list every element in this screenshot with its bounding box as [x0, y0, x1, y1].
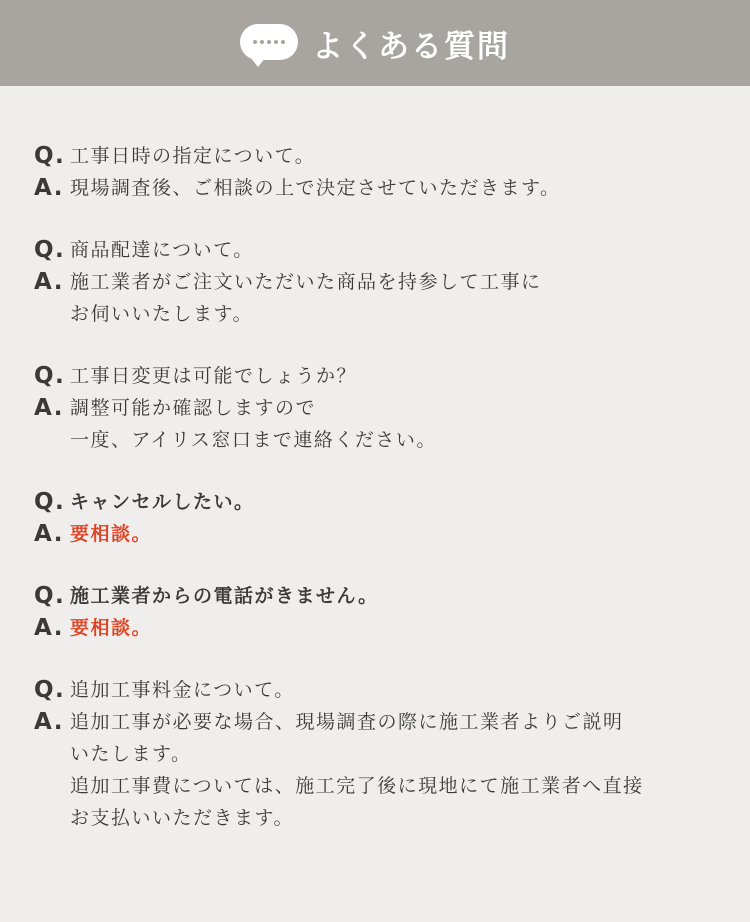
- answer-text: お伺いいたします。: [70, 303, 253, 325]
- answer-text: いたします。: [70, 743, 192, 765]
- q-mark: Q.: [34, 143, 66, 169]
- a-mark: A.: [34, 615, 64, 641]
- q-mark: Q.: [34, 237, 66, 263]
- a-mark: A.: [34, 395, 64, 421]
- faq-item: [34, 360, 750, 456]
- question: [34, 234, 750, 266]
- question-text: 追加工事料金について。: [70, 679, 295, 701]
- question-text: 施工業者からの電話がきません。: [70, 585, 379, 607]
- faq-item: [34, 234, 750, 330]
- question: [34, 486, 750, 518]
- answer-text: 現場調査後、ご相談の上で決定させていただきます。: [70, 177, 561, 199]
- answer-text: 要相談。: [70, 523, 153, 545]
- faq-item: [34, 140, 750, 204]
- question-text: キャンセルしたい。: [70, 491, 255, 513]
- a-mark: A.: [34, 709, 64, 735]
- answer-text: お支払いいただきます。: [70, 807, 294, 829]
- faq-item: [34, 486, 750, 550]
- question: [34, 140, 750, 172]
- speech-bubble-icon: [240, 24, 298, 60]
- a-mark: A.: [34, 175, 64, 201]
- question-text: 工事日変更は可能でしょうか？: [70, 365, 358, 387]
- question: [34, 674, 750, 706]
- faq-list: [0, 86, 750, 834]
- q-mark: Q.: [34, 583, 66, 609]
- answer: [34, 172, 750, 204]
- answer: [34, 518, 750, 550]
- faq-header: [0, 0, 750, 86]
- question: [34, 360, 750, 392]
- question-text: 商品配達について。: [70, 239, 254, 261]
- page-title: よくある質問: [312, 28, 510, 65]
- q-mark: Q.: [34, 363, 66, 389]
- faq-item: [34, 580, 750, 644]
- answer: [34, 706, 750, 834]
- answer-text: 追加工事が必要な場合、現場調査の際に施工業者よりご説明: [70, 711, 624, 733]
- answer: [34, 392, 750, 456]
- answer-text: 施工業者がご注文いただいた商品を持参して工事に: [70, 271, 542, 293]
- answer: [34, 266, 750, 330]
- faq-item: [34, 674, 750, 834]
- question: [34, 580, 750, 612]
- answer-text: 追加工事費については、施工完了後に現地にて施工業者へ直接: [70, 775, 644, 797]
- a-mark: A.: [34, 521, 64, 547]
- question-text: 工事日時の指定について。: [70, 145, 316, 167]
- q-mark: Q.: [34, 489, 66, 515]
- answer-text: 一度、アイリス窓口まで連絡ください。: [70, 429, 437, 451]
- answer: [34, 612, 750, 644]
- q-mark: Q.: [34, 677, 66, 703]
- answer-text: 要相談。: [70, 617, 153, 639]
- a-mark: A.: [34, 269, 64, 295]
- answer-text: 調整可能か確認しますので: [70, 397, 317, 419]
